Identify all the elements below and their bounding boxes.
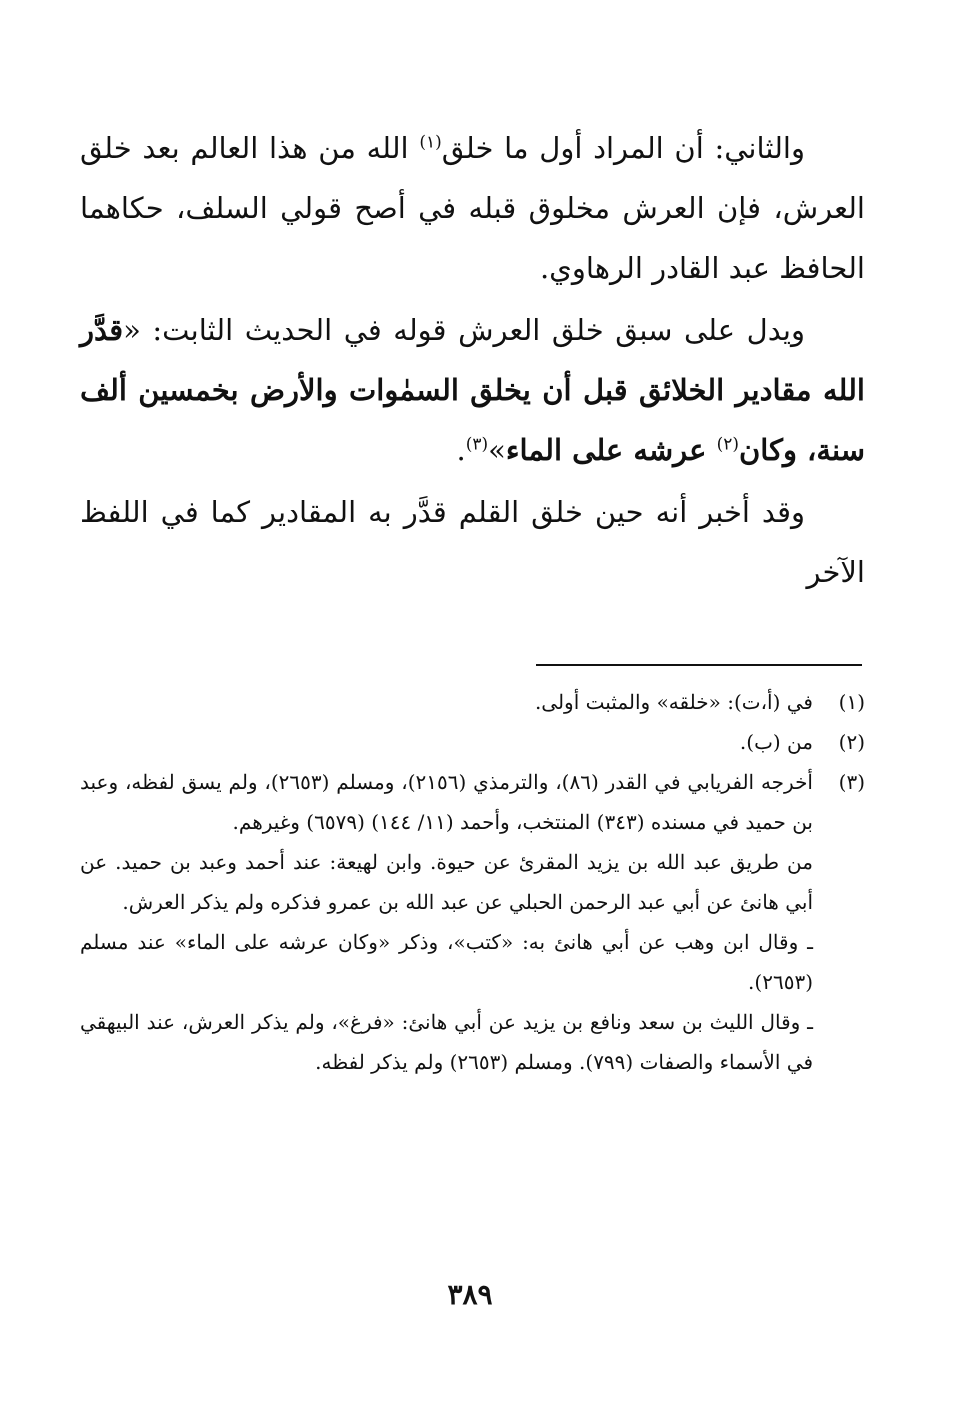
quote-close: » <box>488 433 506 467</box>
page-number: ٣٨٩ <box>447 1278 493 1311</box>
footnote-marker-3: (٣) <box>465 434 489 455</box>
hadith-quote-part-b: عرشه على الماء <box>505 433 717 467</box>
footnote-2 <box>80 722 865 762</box>
main-paragraph-3 <box>80 482 865 602</box>
hadith-quote-part-a: قدَّر الله مقادير الخلائق قبل أن يخلق السمٰوات والأرض بخمسين ألف سنة، وكان <box>80 313 865 467</box>
para2-end: . <box>456 433 466 467</box>
footnote-text: من طريق عبد الله بن يزيد المقرئ عن حيوة. وابن لهيعة: عند أحمد وعبد بن حميد. عن أبي هانئ عن أبي عبد الرحمن الحبلي عن عبد الله بن عمرو فذكره ولم يذكر العرش. <box>80 850 813 914</box>
para2-intro: ويدل على سبق خلق العرش قوله في الحديث الثابت: « <box>123 313 805 347</box>
main-paragraph-2 <box>80 300 865 480</box>
footnote-number: (٢) <box>838 730 865 754</box>
footnote-text: ـ وقال الليث بن سعد ونافع بن يزيد عن أبي هانئ: «فرغ»، ولم يذكر العرش، عند البيهقي في الأسماء والصفات (٧٩٩). ومسلم (٢٦٥٣) ولم يذكر لفظه. <box>80 1010 813 1074</box>
footnote-text: في (أ،ت): «خلقه» والمثبت أولى. <box>534 690 813 714</box>
footnote-text: من (ب). <box>739 730 813 754</box>
para1-text-after: الله من هذا العالم بعد خلق العرش، فإن العرش مخلوق قبله في أصح قولي السلف، حكاهما الحافظ عبد القادر الرهاوي. <box>80 131 865 285</box>
main-paragraph-1 <box>80 118 865 298</box>
para3-text: وقد أخبر أنه حين خلق القلم قدَّر به المقادير كما في اللفظ الآخر <box>80 495 865 589</box>
footnote-text: ـ وقال ابن وهب عن أبي هانئ به: «كتب»، وذكر «وكان عرشه على الماء» عند مسلم (٢٦٥٣). <box>80 930 813 994</box>
footnote-marker-1: (١) <box>419 132 442 153</box>
footnote-separator <box>536 664 862 666</box>
footnote-3 <box>80 762 865 1082</box>
footnote-text: أخرجه الفريابي في القدر (٨٦)، والترمذي (٢١٥٦)، ومسلم (٢٦٥٣)، ولم يسق لفظه، وعبد بن حميد في مسنده (٣٤٣) المنتخب، وأحمد (١١/ ١٤٤) (٦٥٧٩) وغيرهم. <box>80 770 813 834</box>
para1-text-before: والثاني: أن المراد أول ما خلق <box>441 131 805 165</box>
footnote-number: (٣) <box>838 770 865 794</box>
footnotes <box>80 682 865 1082</box>
footnote-number: (١) <box>838 690 865 714</box>
footnote-marker-2: (٢) <box>716 434 739 455</box>
footnote-1 <box>80 682 865 722</box>
